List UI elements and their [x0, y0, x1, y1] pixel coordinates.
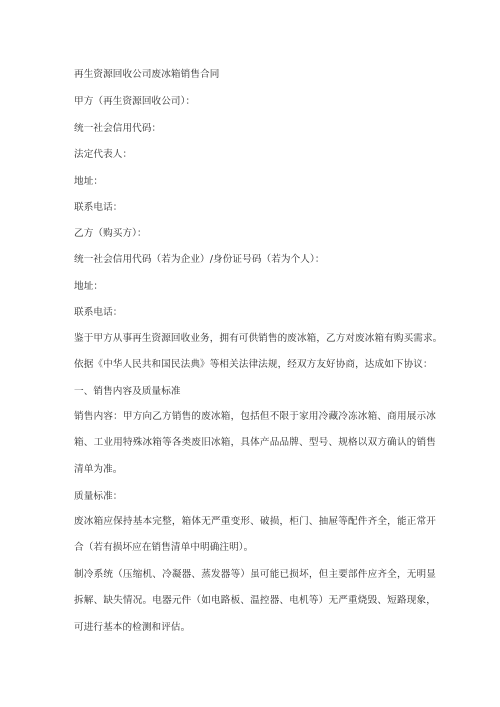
sales-content-paragraph: 销售内容：甲方向乙方销售的废冰箱，包括但不限于家用冷藏冷冻冰箱、商用展示冰箱、工业用特殊冰箱等各类废旧冰箱，具体产品品牌、型号、规格以双方确认的销售清单为准。: [74, 411, 436, 475]
section-1-heading: 一、销售内容及质量标准: [74, 386, 181, 397]
preamble-line-1: 鉴于甲方从事再生资源回收业务，拥有可供销售的废冰箱，乙方对废冰箱有购买需求。: [74, 333, 443, 344]
party-b-phone: 联系电话：: [74, 307, 123, 318]
quality-heading: 质量标准：: [74, 491, 123, 502]
party-a-legal-rep: 法定代表人：: [74, 149, 133, 160]
party-a-phone: 联系电话：: [74, 202, 123, 213]
party-b-heading: 乙方（购买方）：: [74, 228, 147, 239]
party-a-heading: 甲方（再生资源回收公司）：: [74, 96, 196, 107]
quality-paragraph-2: 制冷系统（压缩机、冷凝器、蒸发器等）虽可能已损坏，但主要部件应齐全，无明显拆解、缺失情况。电器元件（如电路板、温控器、电机等）无严重烧毁、短路现象，可进行基本的检测和评估。: [74, 569, 436, 633]
party-a-address: 地址：: [74, 176, 104, 187]
party-b-address: 地址：: [74, 281, 104, 292]
party-b-id: 统一社会信用代码（若为企业）/身份证号码（若为个人）：: [74, 254, 325, 265]
preamble-line-2: 依据《中华人民共和国民法典》等相关法律法规，经双方友好协商，达成如下协议：: [74, 359, 433, 370]
quality-paragraph-1: 废冰箱应保持基本完整，箱体无严重变形、破损，柜门、抽屉等配件齐全，能正常开合（若有损坏应在销售清单中明确注明）。: [74, 516, 436, 554]
document-title: 再生资源回收公司废冰箱销售合同: [74, 69, 220, 80]
party-a-credit-code: 统一社会信用代码：: [74, 123, 162, 134]
